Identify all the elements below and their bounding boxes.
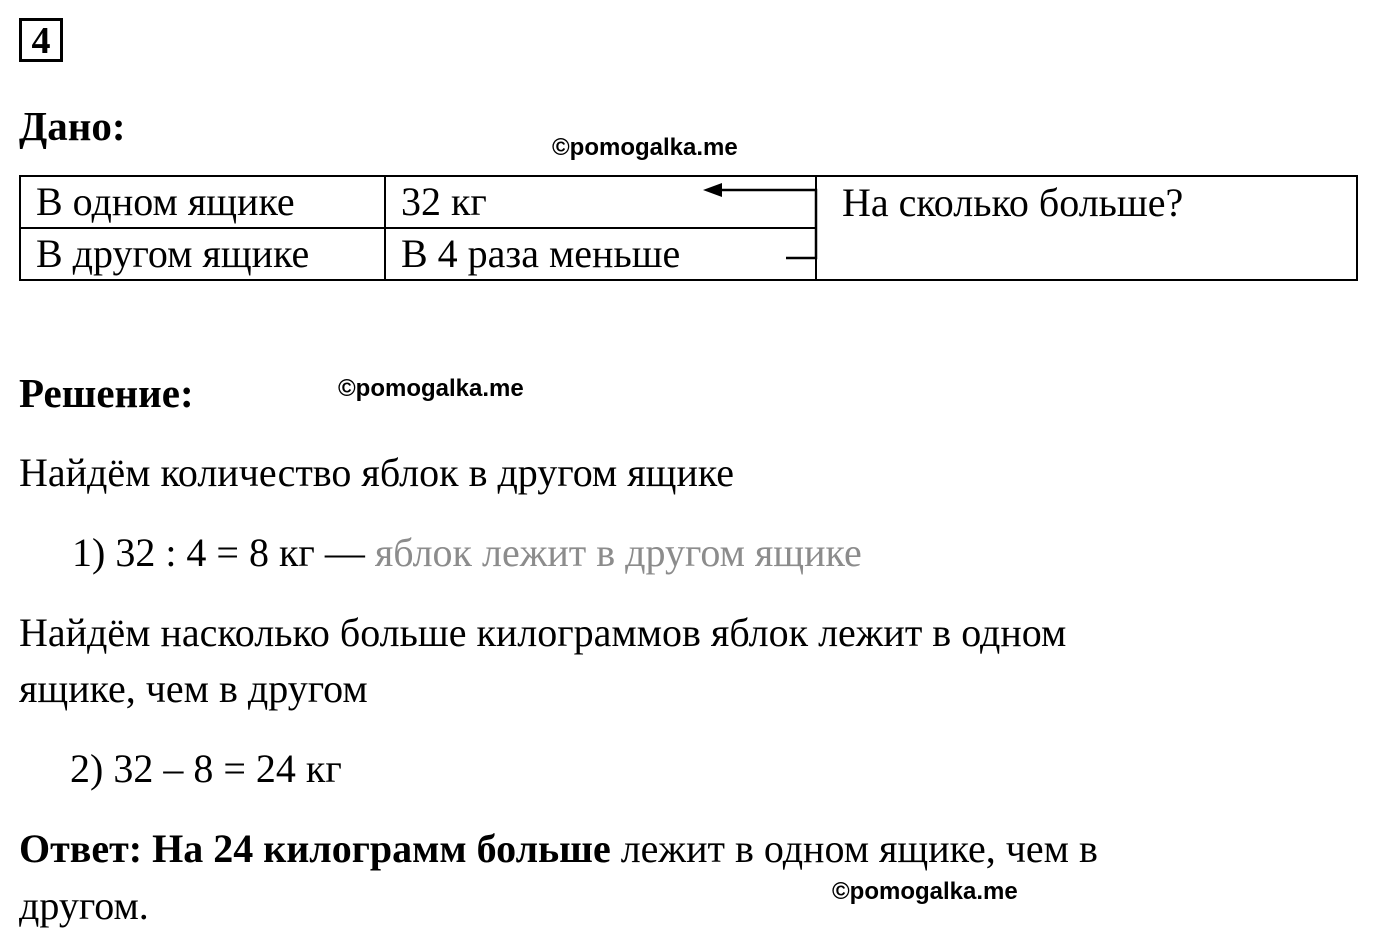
step-1-note: яблок лежит в другом ящике (374, 530, 862, 575)
solution-heading: Решение: (19, 370, 194, 416)
given-value-first-box: 32 кг (385, 176, 816, 228)
answer-label: Ответ: (19, 826, 143, 871)
task-number: 4 (19, 18, 63, 62)
step-1-expression: 1) 32 : 4 = 8 кг — (72, 530, 365, 575)
solution-step-2: 2) 32 – 8 = 24 кг (70, 746, 342, 791)
comparison-arrow-icon (0, 0, 1400, 300)
given-value-second-box: В 4 раза меньше (385, 228, 816, 280)
given-heading: Дано: (19, 103, 126, 149)
given-label-second-box: В другом ящике (20, 228, 385, 280)
answer-line-1 (19, 821, 1098, 877)
given-label-first-box: В одном ящике (20, 176, 385, 228)
watermark: ©pomogalka.me (552, 134, 738, 161)
answer-rest: лежит в одном ящике, чем в (620, 826, 1098, 871)
solution-intro-2-line-2: ящике, чем в другом (19, 666, 368, 711)
watermark: ©pomogalka.me (832, 878, 1018, 905)
solution-intro-2-line-1: Найдём насколько больше килограммов яблок лежит в одном (19, 610, 1067, 655)
answer-bold-text: На 24 килограмм больше (152, 826, 611, 871)
solution-step-1 (72, 525, 862, 581)
solution-intro-1: Найдём количество яблок в другом ящике (19, 450, 735, 495)
answer-line-2: другом. (19, 883, 149, 928)
given-question: На сколько больше? (816, 176, 1357, 228)
watermark: ©pomogalka.me (338, 375, 524, 402)
